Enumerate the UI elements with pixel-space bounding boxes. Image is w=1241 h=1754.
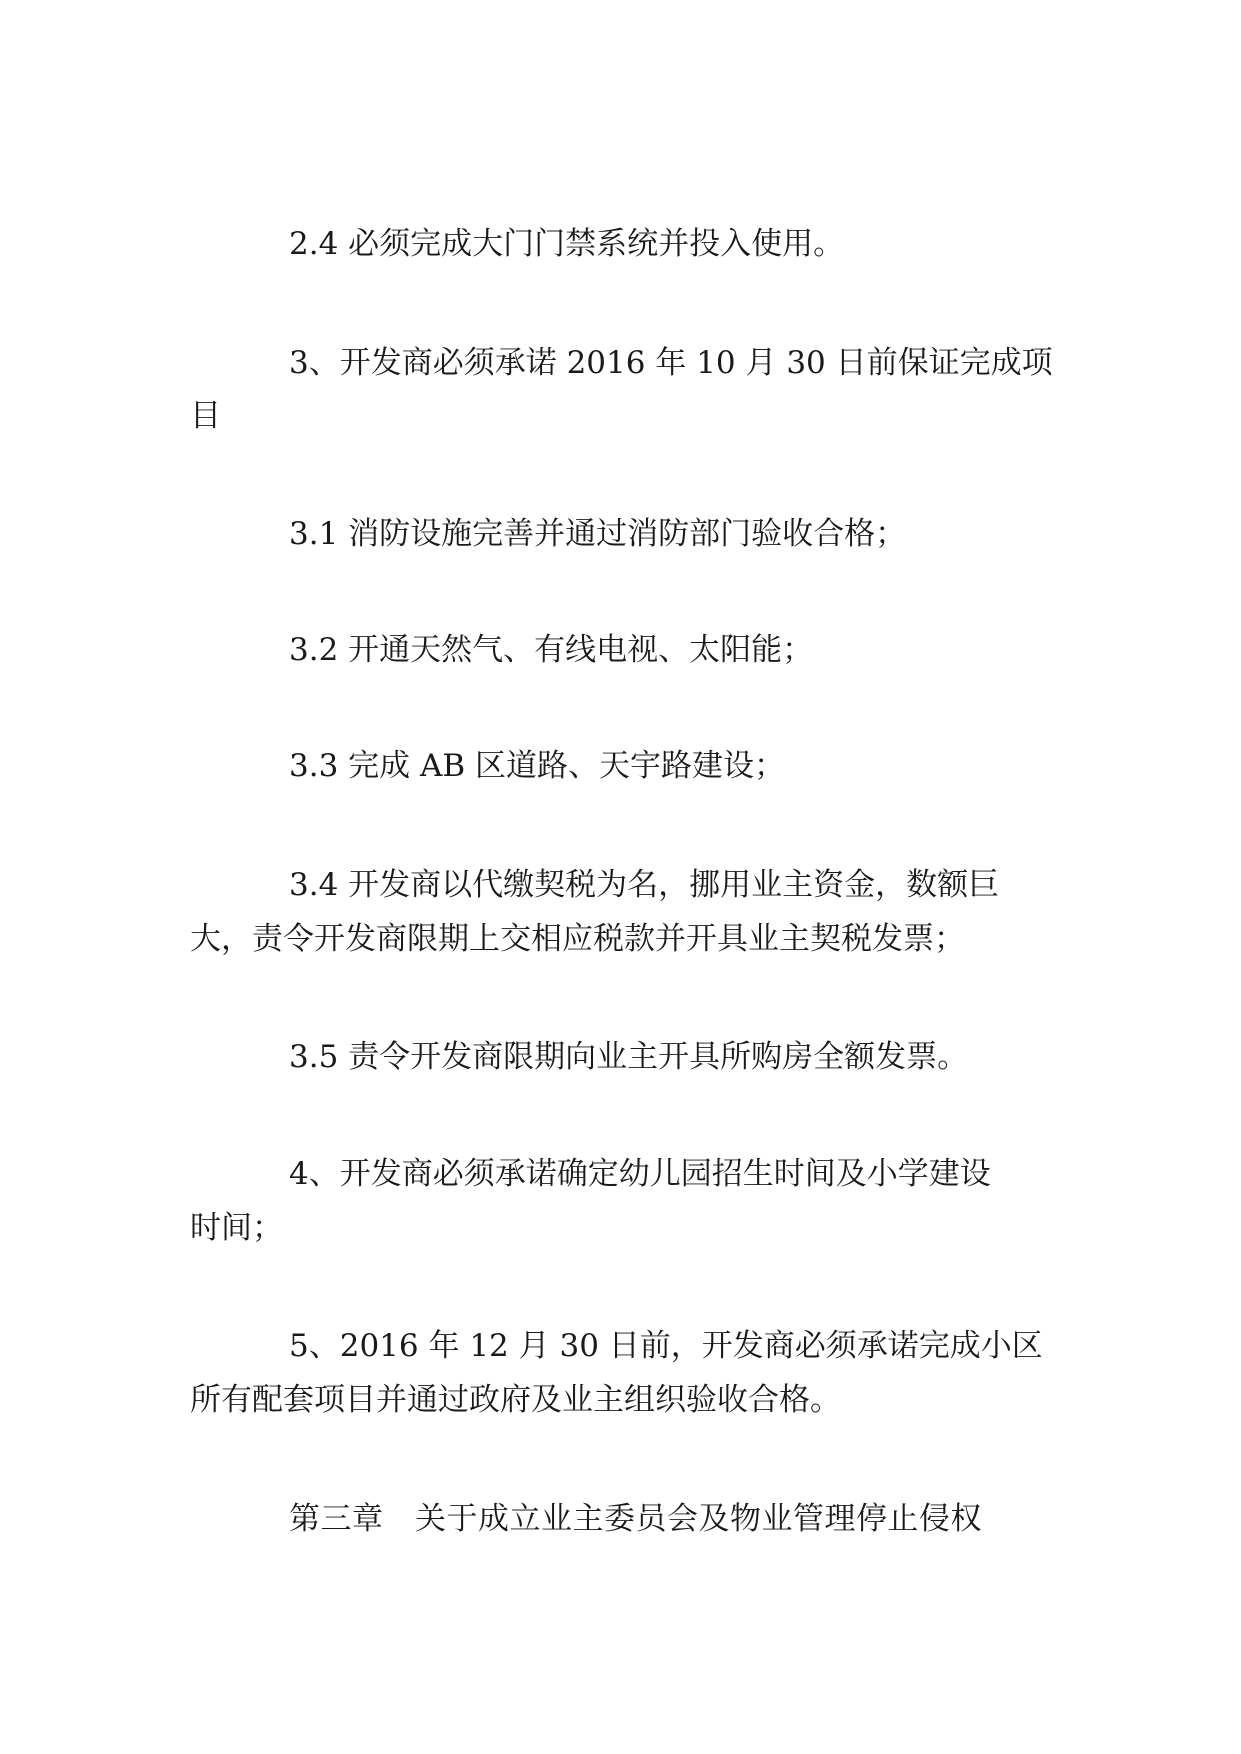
paragraph-line: 3.1 消防设施完善并通过消防部门验收合格； (289, 516, 907, 552)
paragraph-line: 3.2 开通天然气、有线电视、太阳能； (289, 632, 814, 668)
paragraph-line: 3.3 完成 AB 区道路、天宇路建设； (289, 748, 786, 784)
paragraph-line: 3.4 开发商以代缴契税为名，挪用业主资金，数额巨 (289, 867, 1000, 903)
heading-line: 第三章 关于成立业主委员会及物业管理停止侵权 (289, 1501, 982, 1537)
paragraph-line: 2.4 必须完成大门门禁系统并投入使用。 (289, 226, 845, 262)
paragraph-line: 时间； (190, 1210, 283, 1246)
paragraph-line: 3、开发商必须承诺 2016 年 10 月 30 日前保证完成项 (289, 345, 1053, 381)
paragraph-line: 5、2016 年 12 月 30 日前，开发商必须承诺完成小区 (289, 1328, 1043, 1364)
paragraph-line: 3.5 责令开发商限期向业主开具所购房全额发票。 (289, 1039, 969, 1075)
paragraph-line: 目 (190, 398, 221, 434)
paragraph-line: 4、开发商必须承诺确定幼儿园招生时间及小学建设 (289, 1156, 991, 1192)
paragraph-line: 所有配套项目并通过政府及业主组织验收合格。 (190, 1382, 841, 1418)
paragraph-line: 大，责令开发商限期上交相应税款并开具业主契税发票； (190, 921, 965, 957)
